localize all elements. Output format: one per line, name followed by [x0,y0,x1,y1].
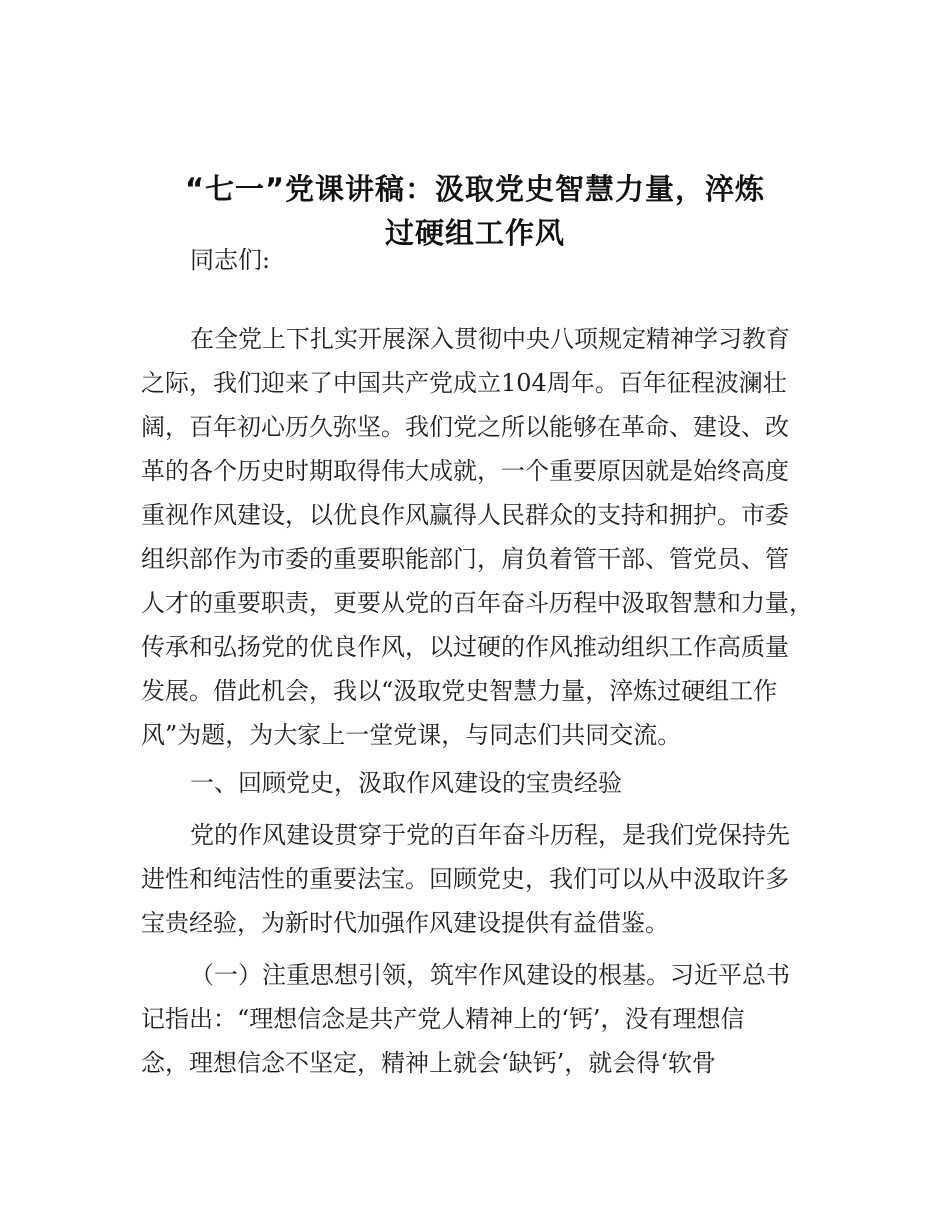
section-heading: 一、回顾党史，汲取作风建设的宝贵经验 [190,769,622,797]
paragraph-line: 重视作风建设，以优良作风赢得人民群众的支持和拥护。市委 [141,501,789,529]
paragraph-line: 组织部作为市委的重要职能部门，肩负着管干部、管党员、管 [141,545,789,573]
document-title-line-1: “七一”党课讲稿：汲取党史智慧力量，淬炼 [184,172,766,206]
paragraph-line: 传承和弘扬党的优良作风，以过硬的作风推动组织工作高质量 [141,633,789,661]
paragraph-line: 在全党上下扎实开展深入贯彻中央八项规定精神学习教育 [190,325,790,353]
paragraph-line: 革的各个历史时期取得伟大成就，一个重要原因就是始终高度 [141,457,789,485]
paragraph-line: 党的作风建设贯穿于党的百年奋斗历程，是我们党保持先 [190,821,790,849]
document-title-line-2: 过硬组工作风 [384,216,565,250]
paragraph-line: 人才的重要职责，更要从党的百年奋斗历程中汲取智慧和力量， [141,589,813,617]
paragraph-line: 念，理想信念不坚定，精神上就会‘缺钙’，就会得‘软骨 [141,1049,716,1077]
subsection-line: （一）注重思想引领，筑牢作风建设的根基。习近平总书 [190,961,790,989]
paragraph-line: 风”为题，为大家上一堂党课，与同志们共同交流。 [141,721,682,749]
paragraph-line: 进性和纯洁性的重要法宝。回顾党史，我们可以从中汲取许多 [141,865,789,893]
paragraph-line: 阔，百年初心历久弥坚。我们党之所以能够在革命、建设、改 [141,413,789,441]
paragraph-line: 记指出：“理想信念是共产党人精神上的‘钙’，没有理想信 [141,1005,745,1033]
salutation: 同志们: [190,246,271,274]
paragraph-line: 之际，我们迎来了中国共产党成立104周年。百年征程波澜壮 [141,369,787,397]
paragraph-line: 发展。借此机会，我以“汲取党史智慧力量，淬炼过硬组工作 [141,677,778,705]
paragraph-line: 宝贵经验，为新时代加强作风建设提供有益借鉴。 [141,909,669,937]
